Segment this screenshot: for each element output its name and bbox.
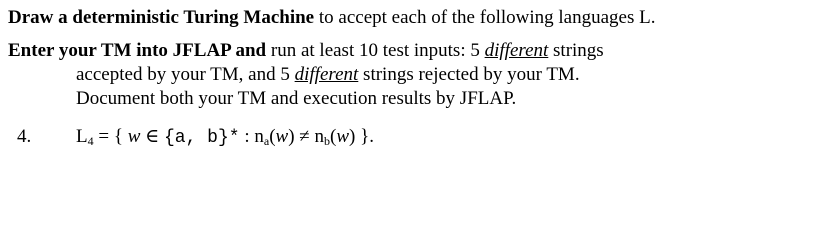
paren-3: ( bbox=[329, 126, 337, 147]
not-equal-n: ≠ n bbox=[294, 126, 324, 147]
instructions-line-2 bbox=[76, 64, 580, 86]
language-definition bbox=[76, 126, 374, 152]
instructions-text-5: Document both your TM and execution results by JFLAP. bbox=[76, 88, 517, 109]
problem-number-text: 4. bbox=[17, 126, 32, 147]
sub-b: b bbox=[323, 134, 330, 148]
lhs-L: L bbox=[76, 126, 88, 147]
instructions-bold: Enter your TM into JFLAP and bbox=[8, 40, 267, 61]
intro-rest: to accept each of the following languages L. bbox=[314, 7, 656, 28]
lhs-eq: = { bbox=[93, 126, 128, 147]
instructions-text-3: accepted by your TM, and 5 bbox=[76, 64, 295, 85]
colon-n: : n bbox=[239, 126, 264, 147]
var-w-2: w bbox=[275, 126, 289, 147]
instructions-line-1 bbox=[8, 40, 604, 62]
element-of: ∈ bbox=[140, 126, 164, 147]
paren-1: ( bbox=[269, 126, 276, 147]
paren-2: ) bbox=[288, 126, 295, 147]
closing: ) }. bbox=[349, 126, 374, 147]
instructions-line-3 bbox=[76, 88, 516, 110]
emphasis-different-2: different bbox=[294, 64, 359, 85]
var-w-1: w bbox=[127, 126, 141, 147]
lhs-subscript: 4 bbox=[87, 134, 94, 148]
instructions-text-4: strings rejected by your TM. bbox=[358, 64, 580, 85]
instructions-text-1: run at least 10 test inputs: 5 bbox=[266, 40, 485, 61]
instructions-text-2: strings bbox=[548, 40, 604, 61]
var-w-3: w bbox=[336, 126, 349, 147]
emphasis-different-1: different bbox=[484, 40, 549, 61]
intro-bold: Draw a deterministic Turing Machine bbox=[8, 7, 315, 28]
intro-line bbox=[8, 7, 655, 29]
alphabet: {a, b}* bbox=[163, 128, 240, 148]
sub-a: a bbox=[263, 134, 270, 148]
problem-number bbox=[17, 126, 31, 148]
